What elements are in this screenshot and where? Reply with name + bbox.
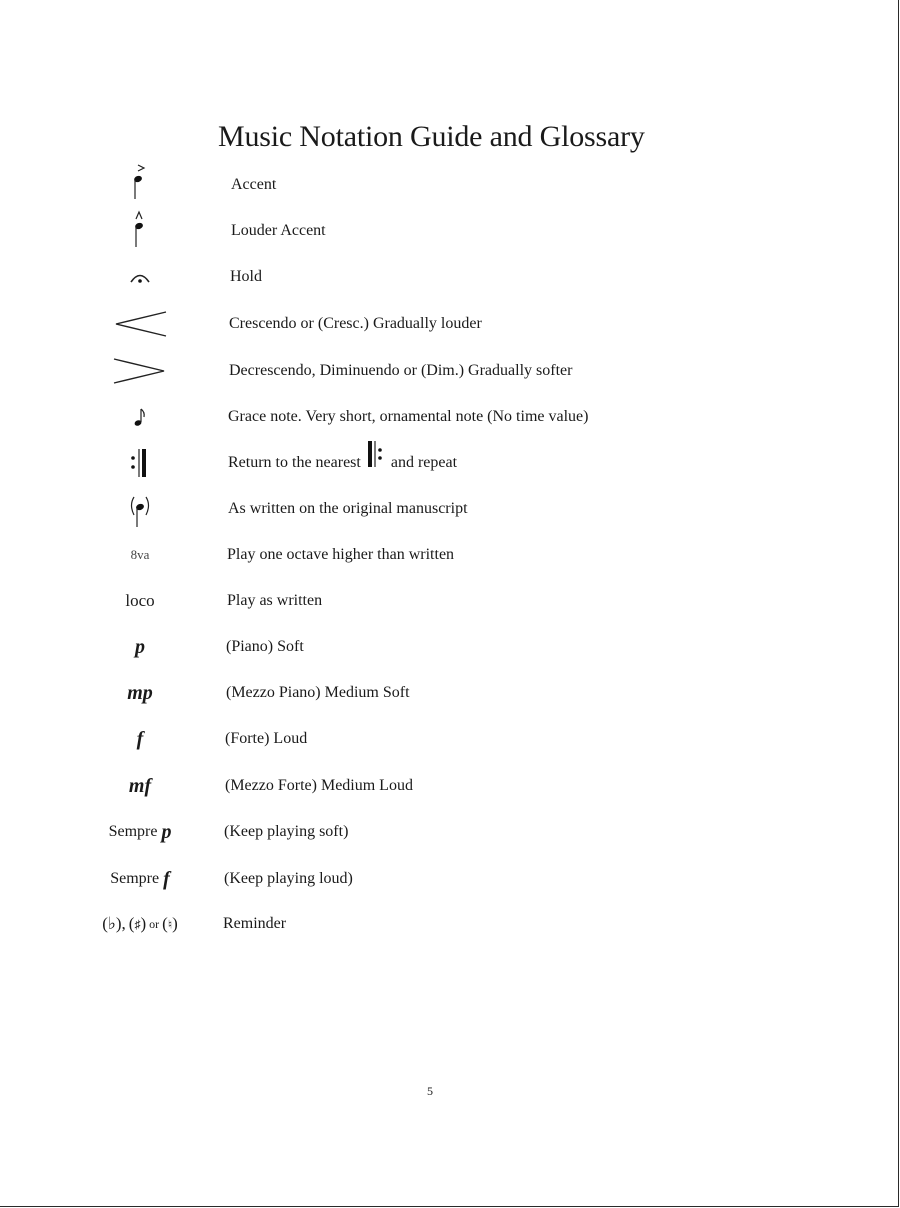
glossary-description: (Mezzo Piano) Medium Soft xyxy=(226,684,410,701)
glossary-row-repeat xyxy=(0,440,900,486)
fermata-icon xyxy=(60,254,220,300)
mezzo-forte-symbol: mf xyxy=(128,774,152,797)
glossary-row-decrescendo xyxy=(0,348,900,394)
glossary-description: Play as written xyxy=(227,592,323,609)
sharp-courtesy: (♯) xyxy=(128,914,147,933)
glossary-row-piano xyxy=(0,624,900,670)
glossary-row-hold xyxy=(0,254,900,300)
loco-symbol: loco xyxy=(125,591,155,610)
glossary-row-louder-accent xyxy=(0,208,900,254)
glossary-row-grace-note xyxy=(0,394,900,440)
grace-note-icon xyxy=(60,394,220,440)
sempre-piano-symbol: Sempre p xyxy=(108,820,172,843)
glossary-row-reminder xyxy=(0,901,900,947)
repeat-start-icon xyxy=(367,440,385,487)
octave-icon: 8va xyxy=(130,547,150,562)
crescendo-icon xyxy=(60,301,220,347)
glossary-row-sempre-forte xyxy=(0,856,900,902)
page-title: Music Notation Guide and Glossary xyxy=(218,120,645,153)
page-number: 5 xyxy=(427,1084,433,1098)
flat-courtesy: (♭), xyxy=(102,914,126,933)
glossary-description: As written on the original manuscript xyxy=(228,500,468,517)
glossary-description xyxy=(228,440,457,486)
parenthesized-note-icon xyxy=(60,486,220,532)
glossary-description: Hold xyxy=(230,268,262,285)
glossary-description: Accent xyxy=(231,176,277,193)
decrescendo-icon xyxy=(60,348,220,394)
repeat-end-icon xyxy=(60,440,220,486)
glossary-description: Decrescendo, Diminuendo or (Dim.) Gradually softer xyxy=(229,362,573,379)
glossary-row-accent xyxy=(0,162,900,208)
glossary-description: (Piano) Soft xyxy=(226,638,304,655)
glossary-description: (Keep playing loud) xyxy=(224,870,353,887)
glossary-row-original-manuscript xyxy=(0,486,900,532)
glossary-description: Reminder xyxy=(223,915,287,932)
or-text: or xyxy=(149,916,160,931)
glossary-description: (Keep playing soft) xyxy=(224,823,349,840)
glossary-description: (Mezzo Forte) Medium Loud xyxy=(225,777,413,794)
mezzo-piano-symbol: mp xyxy=(127,681,153,704)
glossary-description: Grace note. Very short, ornamental note (No time value) xyxy=(228,408,589,425)
glossary-description: Louder Accent xyxy=(231,222,326,239)
piano-symbol: p xyxy=(135,635,145,658)
glossary-row-octave xyxy=(0,532,900,578)
glossary-row-crescendo xyxy=(0,301,900,347)
natural-courtesy: (♮) xyxy=(162,914,178,933)
glossary-description: Play one octave higher than written xyxy=(227,546,455,563)
accent-icon xyxy=(60,162,220,208)
glossary-description: (Forte) Loud xyxy=(225,730,308,747)
courtesy-accidentals-icon xyxy=(60,901,220,947)
forte-symbol: f xyxy=(136,727,144,750)
sempre-forte-symbol: Sempre f xyxy=(110,867,170,890)
glossary-description: Crescendo or (Cresc.) Gradually louder xyxy=(229,315,482,332)
description-before: Return to the nearest xyxy=(228,454,361,472)
description-after: and repeat xyxy=(390,454,458,472)
louder-accent-icon xyxy=(60,208,220,254)
glossary-row-sempre-piano xyxy=(0,809,900,855)
glossary-row-mezzo-forte xyxy=(0,763,900,809)
glossary-row-loco xyxy=(0,578,900,624)
glossary-row-mezzo-piano xyxy=(0,670,900,716)
glossary-row-forte xyxy=(0,716,900,762)
